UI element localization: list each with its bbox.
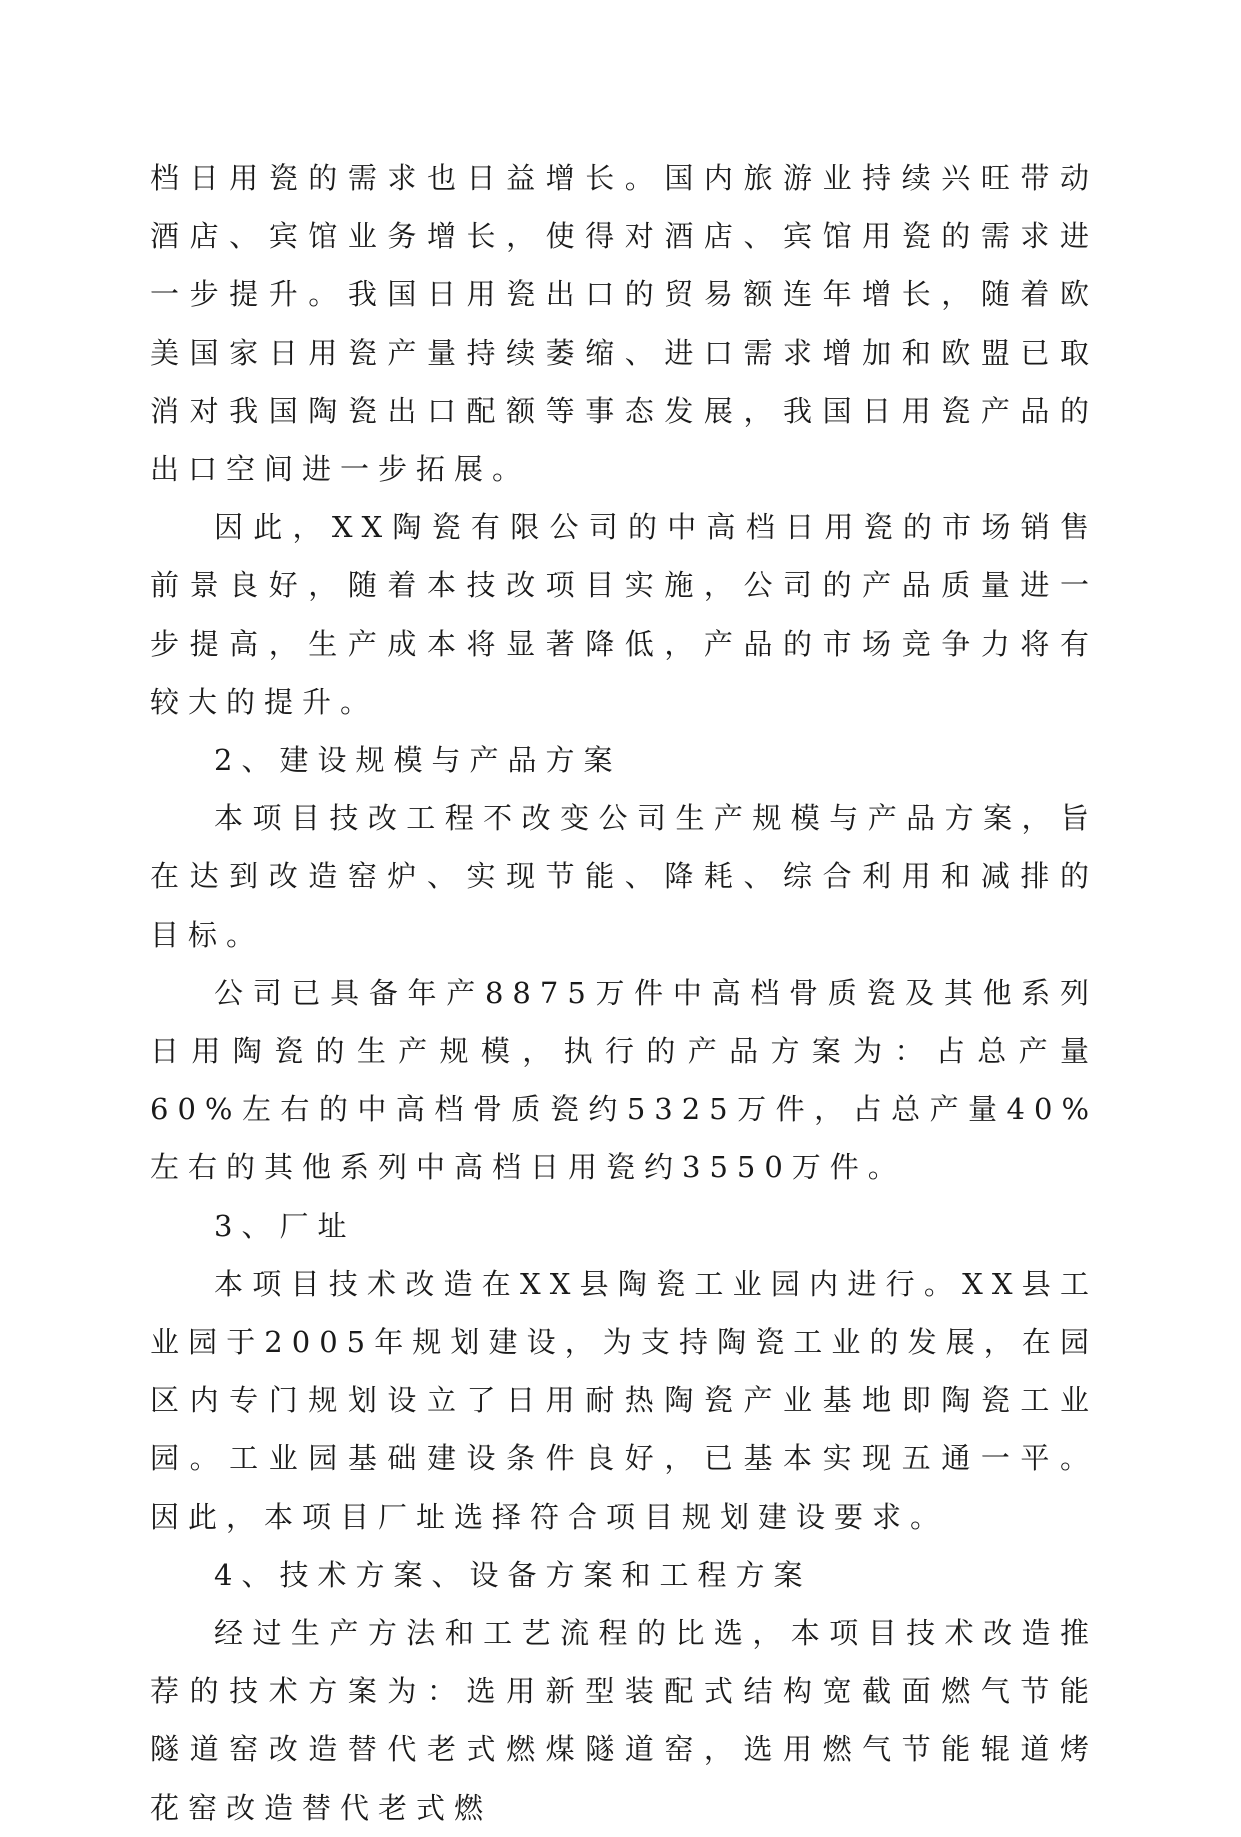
paragraph-technical-plan: 经过生产方法和工艺流程的比选，本项目技术改造推荐的技术方案为：选用新型装配式结构宽截面燃气节能隧道窑改造替代老式燃煤隧道窑，选用燃气节能辊道烤花窑改造替代老式燃 xyxy=(150,1616,1098,1825)
document-body xyxy=(150,149,1098,1837)
section-heading-construction-scale: 2、建设规模与产品方案 xyxy=(214,743,622,778)
paragraph-scale-goal: 本项目技改工程不改变公司生产规模与产品方案，旨在达到改造窑炉、实现节能、降耗、综合利用和减排的目标。 xyxy=(150,801,1098,952)
paragraph-site: 本项目技术改造在XX县陶瓷工业园内进行。XX县工业园于2005年规划建设，为支持陶瓷工业的发展，在园区内专门规划设立了日用耐热陶瓷产业基地即陶瓷工业园。工业园基础建设条件良好，已基本实现五通一平。因此，本项目厂址选择符合项目规划建设要求。 xyxy=(150,1266,1098,1534)
paragraph-market-demand: 档日用瓷的需求也日益增长。国内旅游业持续兴旺带动酒店、宾馆业务增长，使得对酒店、宾馆用瓷的需求进一步提升。我国日用瓷出口的贸易额连年增长，随着欧美国家日用瓷产量持续萎缩、进口需求增加和欧盟已取消对我国陶瓷出口配额等事态发展，我国日用瓷产品的出口空间进一步拓展。 xyxy=(150,161,1098,487)
section-heading-technical-plan: 4、技术方案、设备方案和工程方案 xyxy=(214,1557,812,1592)
section-heading-site: 3、厂址 xyxy=(214,1208,356,1243)
paragraph-product-plan: 公司已具备年产8875万件中高档骨质瓷及其他系列日用陶瓷的生产规模，执行的产品方案为：占总产量60%左右的中高档骨质瓷约5325万件，占总产量40%左右的其他系列中高档日用瓷约3550万件。 xyxy=(150,975,1098,1185)
paragraph-market-conclusion: 因此，XX陶瓷有限公司的中高档日用瓷的市场销售前景良好，随着本技改项目实施，公司的产品质量进一步提高，生产成本将显著降低，产品的市场竞争力将有较大的提升。 xyxy=(150,510,1098,719)
